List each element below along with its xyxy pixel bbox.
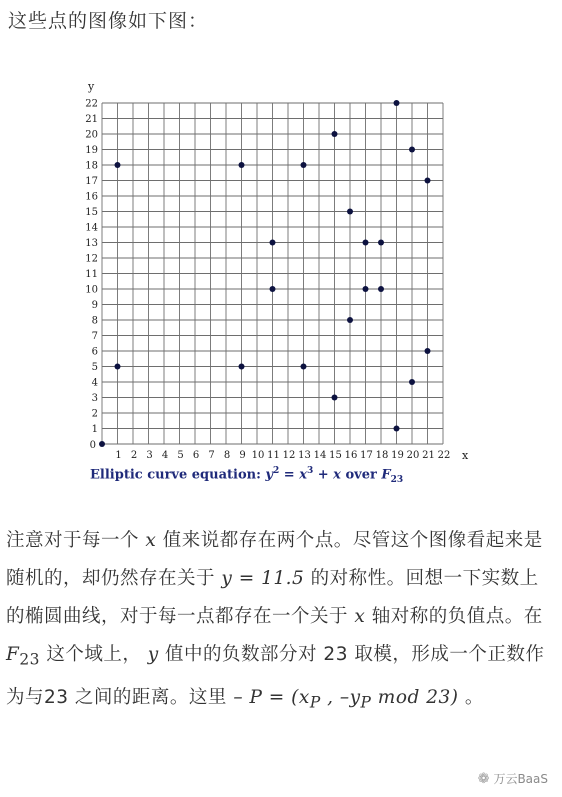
explanation-paragraph: 注意对于每一个 x 值来说都存在两个点。尽管这个图像看起来是随机的，却仍然存在关于 y = 11.5 的对称性。回想一下实数上的椭圆曲线，对于每一点都存在一个关于 x 轴对称的负值点。在 $F_{23}$ 这个域上， y 值中的负数部分对 23 取模，形成一个正数作为与23 之间的距离。这里 – $P = (x_P$ , $-y_P$ mod 23) 。 bbox=[6, 530, 545, 712]
x-tick-label: 16 bbox=[344, 450, 358, 461]
intro-text: 这些点的图像如下图： bbox=[8, 10, 209, 32]
data-point bbox=[378, 286, 384, 292]
watermark bbox=[478, 770, 548, 787]
data-point bbox=[425, 348, 431, 354]
y-tick-label: 7 bbox=[91, 331, 98, 342]
x-tick-label: 18 bbox=[375, 450, 389, 461]
x-tick-label: 21 bbox=[422, 450, 435, 461]
x-tick-label: 10 bbox=[251, 450, 265, 461]
data-point bbox=[409, 147, 415, 153]
wechat-icon: ❁ bbox=[477, 770, 490, 787]
y-tick-label: 8 bbox=[91, 315, 98, 327]
x-tick-label: 15 bbox=[329, 450, 342, 461]
data-point bbox=[270, 240, 276, 246]
y-tick-label: 17 bbox=[85, 176, 98, 187]
chart-caption: Elliptic curve equation: $y^2 = x^3 + x$ over $F_{23}$ bbox=[90, 466, 404, 485]
data-point bbox=[239, 162, 245, 168]
data-point bbox=[363, 286, 369, 292]
y-tick-label: 14 bbox=[85, 222, 98, 234]
watermark-text: 万云BaaS bbox=[493, 772, 548, 786]
y-tick-label: 4 bbox=[91, 377, 98, 389]
x-tick-label: 5 bbox=[177, 450, 184, 461]
x-tick-label: 13 bbox=[298, 450, 311, 461]
data-point bbox=[378, 240, 384, 246]
y-axis-label: y bbox=[88, 80, 95, 93]
y-tick-label: 12 bbox=[85, 253, 98, 265]
data-point bbox=[409, 379, 415, 385]
scatter-plot bbox=[80, 78, 480, 478]
data-point bbox=[115, 162, 121, 168]
data-point bbox=[301, 364, 307, 370]
x-tick-label: 8 bbox=[223, 450, 231, 461]
data-point bbox=[332, 131, 338, 137]
x-tick-label: 0 bbox=[89, 440, 96, 451]
data-point bbox=[394, 426, 400, 432]
data-point bbox=[332, 395, 338, 401]
y-tick-label: 11 bbox=[85, 269, 98, 280]
x-tick-label: 14 bbox=[313, 450, 327, 461]
x-tick-label: 19 bbox=[391, 450, 404, 461]
y-tick-label: 1 bbox=[91, 424, 98, 435]
y-tick-label: 2 bbox=[91, 408, 98, 420]
x-tick-label: 6 bbox=[192, 450, 200, 461]
x-tick-label: 20 bbox=[406, 450, 420, 461]
y-tick-label: 18 bbox=[85, 160, 98, 172]
y-tick-label: 6 bbox=[91, 346, 98, 358]
data-point bbox=[394, 100, 400, 106]
y-tick-label: 16 bbox=[85, 191, 98, 203]
x-tick-label: 9 bbox=[239, 450, 246, 461]
x-tick-label: 3 bbox=[146, 450, 153, 461]
x-tick-label: 17 bbox=[360, 450, 373, 461]
y-tick-label: 15 bbox=[85, 207, 98, 218]
x-axis-label: x bbox=[462, 449, 469, 462]
data-point bbox=[115, 364, 121, 370]
x-tick-label: 2 bbox=[130, 450, 138, 461]
y-tick-label: 3 bbox=[91, 393, 98, 404]
x-tick-label: 1 bbox=[115, 450, 122, 461]
y-tick-label: 9 bbox=[91, 300, 98, 311]
x-tick-label: 22 bbox=[437, 450, 451, 461]
grid-lines bbox=[102, 103, 443, 444]
x-tick-label: 4 bbox=[161, 450, 169, 461]
x-tick-label: 7 bbox=[208, 450, 215, 461]
data-point bbox=[347, 209, 353, 215]
data-point bbox=[301, 162, 307, 168]
data-point bbox=[99, 441, 105, 447]
data-point bbox=[425, 178, 431, 184]
y-tick-label: 19 bbox=[85, 145, 98, 156]
x-tick-label: 11 bbox=[267, 450, 280, 461]
elliptic-curve-figure bbox=[80, 78, 480, 498]
y-tick-labels bbox=[85, 99, 98, 436]
y-tick-label: 20 bbox=[85, 129, 98, 141]
y-tick-label: 13 bbox=[85, 238, 98, 249]
x-tick-label: 12 bbox=[282, 450, 296, 461]
y-tick-label: 5 bbox=[91, 362, 98, 373]
y-tick-label: 22 bbox=[85, 98, 98, 110]
data-point bbox=[363, 240, 369, 246]
data-point bbox=[347, 317, 353, 323]
data-point bbox=[239, 364, 245, 370]
y-tick-label: 10 bbox=[85, 284, 98, 296]
data-point bbox=[270, 286, 276, 292]
y-tick-label: 21 bbox=[85, 114, 98, 125]
